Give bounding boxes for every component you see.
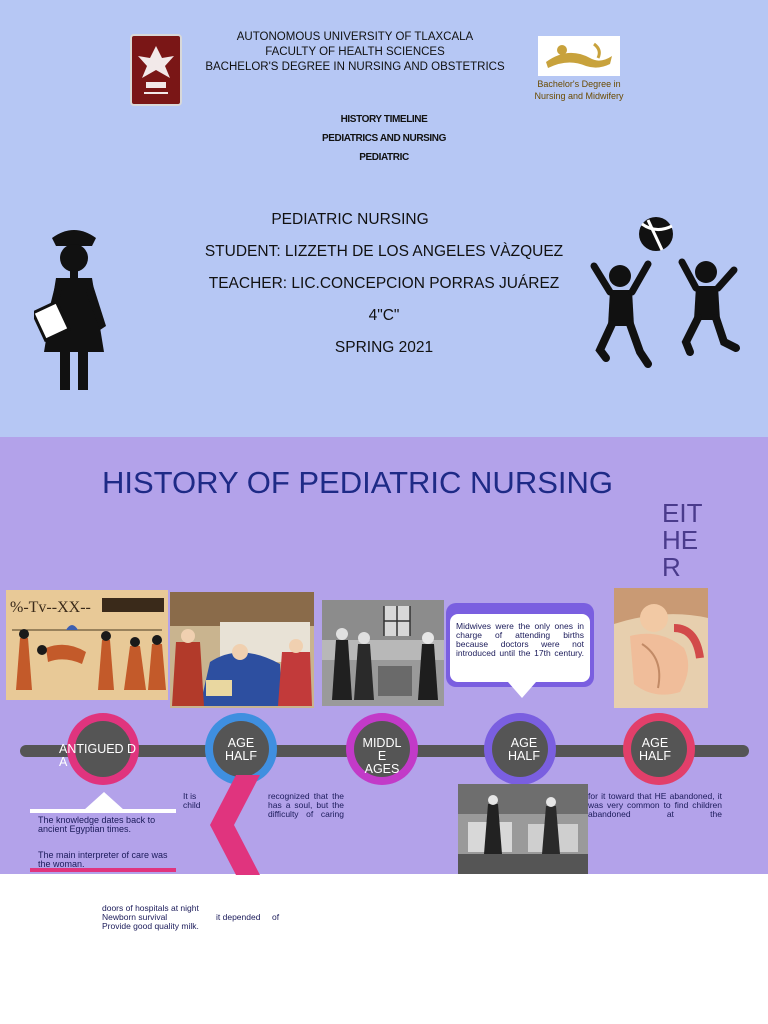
- svg-text:%-Tv--XX--: %-Tv--XX--: [10, 599, 91, 616]
- timeline-title: HISTORY OF PEDIATRIC NURSING: [102, 465, 614, 500]
- side-word-line-3: R: [662, 552, 681, 582]
- teacher-text: TEACHER: LIC.CONCEPCION PORRAS JUÁREZ: [208, 275, 560, 292]
- subtitle-line-1: HISTORY TIMELINE: [340, 114, 428, 125]
- subtitle-line-2: PEDIATRICS AND NURSING: [322, 133, 446, 144]
- node-4-line-2: HALF: [508, 749, 540, 763]
- degree-name: BACHELOR'S DEGREE IN NURSING AND OBSTETRICS: [205, 61, 505, 73]
- university-name: AUTONOMOUS UNIVERSITY OF TLAXCALA: [236, 31, 474, 43]
- knowledge-callout-pointer: [84, 792, 124, 810]
- node-2-line-1: AGE: [227, 736, 255, 750]
- university-seal-logo: [130, 34, 182, 106]
- medieval-birth-painting: [170, 592, 314, 708]
- faculty-name: FACULTY OF HEALTH SCIENCES: [265, 46, 445, 58]
- children-playing-icon: [588, 212, 742, 374]
- side-word: [662, 500, 702, 581]
- footer-line-2b: it depended: [216, 912, 261, 922]
- footer-line-2a: Newborn survival: [102, 912, 168, 922]
- knowledge-callout: [30, 809, 176, 849]
- timeline-node-antiquity: [59, 713, 139, 785]
- knowledge-text: The knowledge dates back to ancient Egyptian times.: [38, 815, 156, 834]
- fresco-child-image: [614, 588, 708, 708]
- node-5-line-1: AGE: [641, 736, 669, 750]
- logo-caption-line-1: Bachelor's Degree in: [537, 79, 621, 89]
- midwives-callout: [450, 614, 590, 682]
- group-text: 4"C": [368, 307, 400, 324]
- interpreter-text: The main interpreter of care was the woman.: [38, 850, 168, 869]
- timeline-node-age-half-2: [484, 713, 556, 785]
- note-it-is: It is: [183, 791, 197, 801]
- node-1-line-1: ANTIGUED D: [59, 742, 137, 756]
- egyptian-art-image: [6, 590, 168, 700]
- node-4-line-1: AGE: [510, 736, 538, 750]
- term-text: SPRING 2021: [334, 339, 434, 356]
- node-5-line-2: HALF: [639, 749, 671, 763]
- footer-line-1: doors of hospitals at night: [102, 903, 199, 913]
- note-child: child: [183, 800, 201, 810]
- interpreter-callout: [30, 850, 176, 872]
- nurse-icon: [34, 222, 116, 394]
- pink-chevron-icon: [210, 775, 266, 875]
- midwives-callout-pointer: [508, 682, 536, 698]
- node-3-line-1: MIDDL: [362, 736, 402, 750]
- subtitle-line-3: PEDIATRIC: [359, 152, 409, 163]
- footer-line-2c: of: [272, 912, 280, 922]
- side-word-line-2: HE: [662, 525, 699, 555]
- subtitle-block: [298, 110, 470, 167]
- university-header: [200, 30, 510, 75]
- node-3-line-3: AGES: [364, 762, 400, 776]
- logo-caption-line-2: Nursing and Midwifery: [534, 91, 624, 101]
- note-recognized: recognized that the has a soul, but the difficulty of caring: [268, 791, 344, 819]
- midwives-callout-text: Midwives were the only ones in charge of attending births because doctors were not introduced until the 17th century.: [456, 621, 584, 658]
- student-text: STUDENT: LIZZETH DE LOS ANGELES VÀZQUEZ: [204, 243, 564, 260]
- subject-text: PEDIATRIC NURSING: [271, 211, 429, 228]
- note-abandoned: for it toward that HE abandoned, it was very common to find children abandoned at the: [588, 791, 722, 819]
- side-word-line-1: EIT: [662, 498, 703, 528]
- timeline-node-middle-ages: [346, 713, 418, 785]
- node-2-line-2: HALF: [225, 749, 257, 763]
- node-1-line-2: A: [59, 755, 68, 769]
- middle-ages-interior-image: [322, 600, 444, 706]
- node-3-line-2: E: [377, 749, 387, 763]
- timeline-node-age-half-3: [623, 713, 695, 785]
- footer-line-3: Provide good quality milk.: [102, 921, 199, 931]
- hospital-ward-image: [458, 784, 588, 874]
- nursing-logo-caption: [522, 78, 636, 102]
- nursing-program-logo: [538, 36, 620, 76]
